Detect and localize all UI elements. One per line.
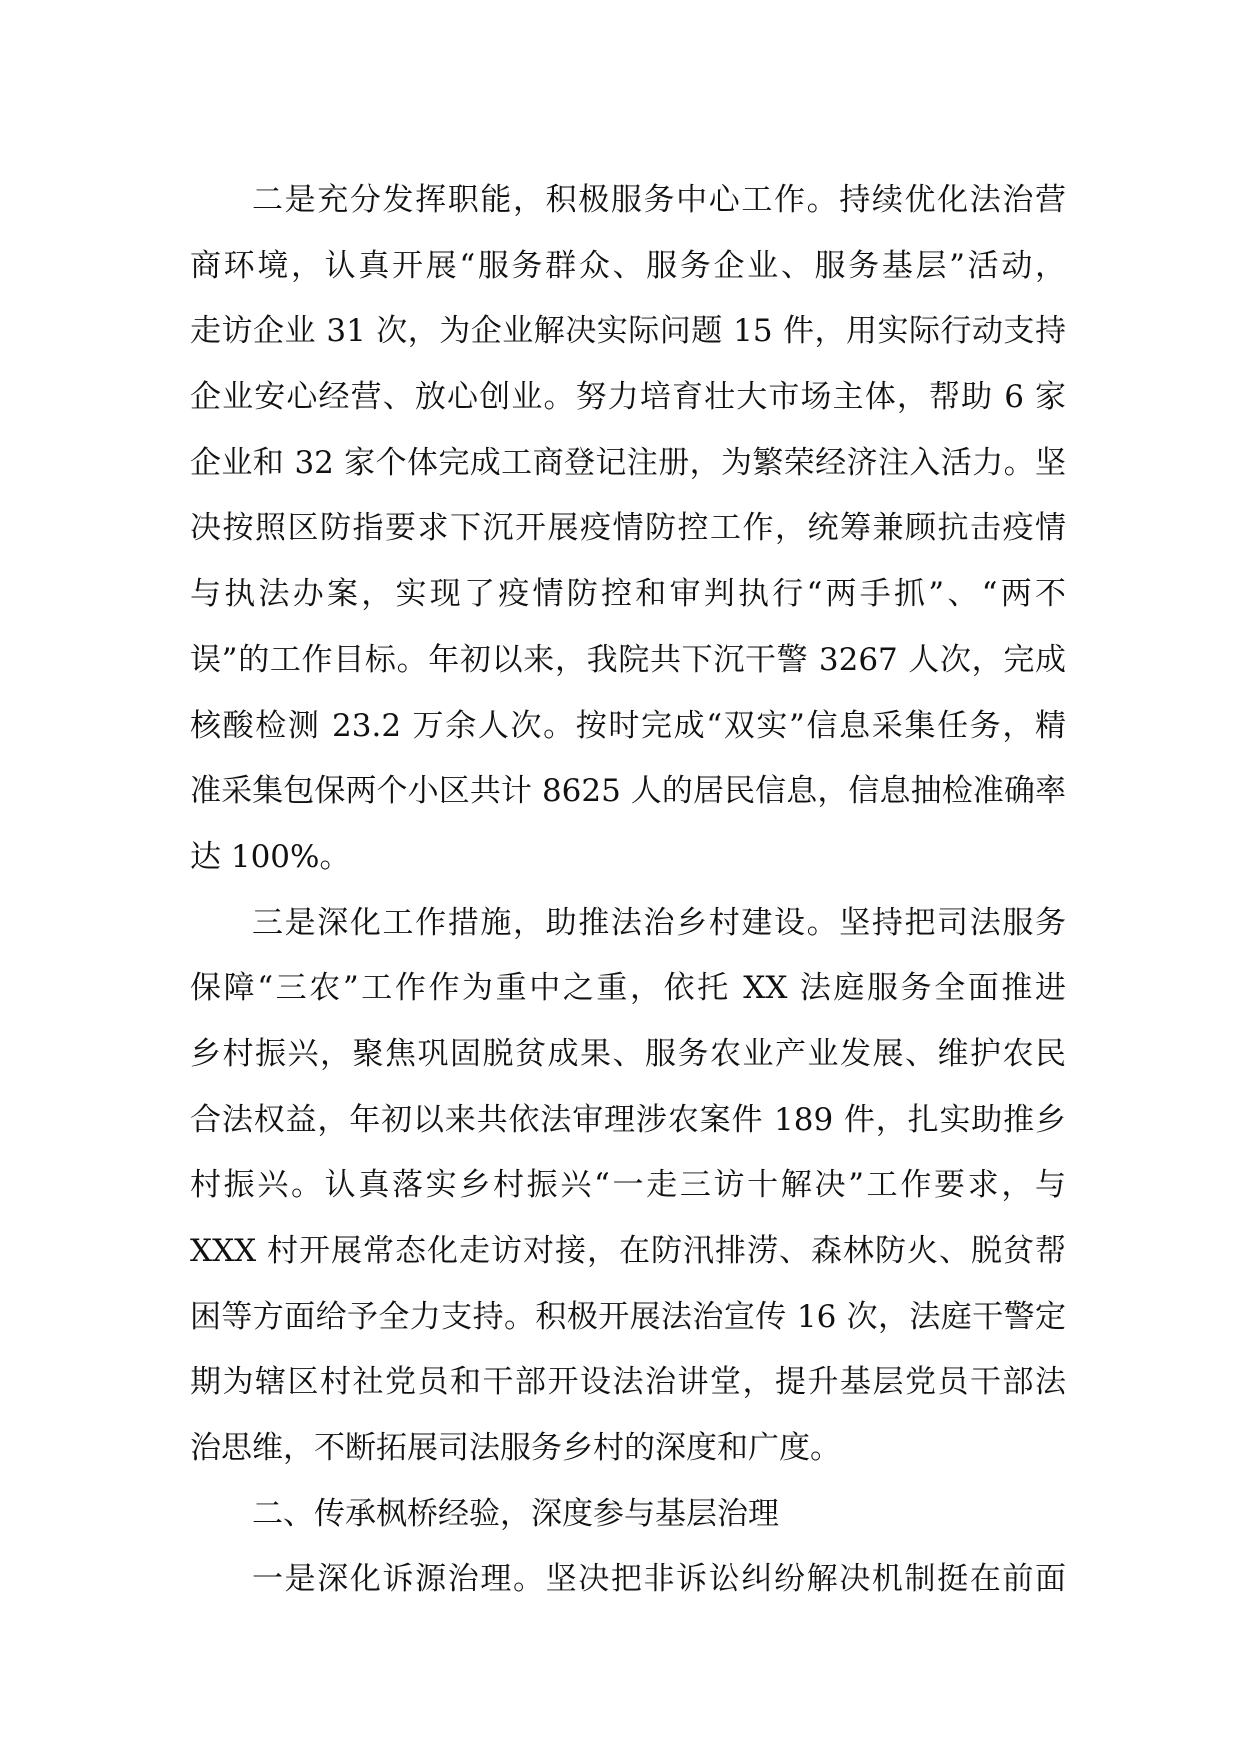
text-line: XXX 村开展常态化走访对接，在防汛排涝、森林防火、脱贫帮 xyxy=(190,1233,1066,1269)
text-line: 治思维，不断拓展司法服务乡村的深度和广度。 xyxy=(190,1430,841,1467)
text-line: 合法权益，年初以来共依法审理涉农案件 189 件，扎实助推乡 xyxy=(190,1101,1066,1138)
text-line: 达 100%。 xyxy=(190,838,351,875)
text-line: 商环境，认真开展“服务群众、服务企业、服务基层”活动， xyxy=(190,247,1066,284)
text-line: 一是深化诉源治理。坚决把非诉讼纠纷解决机制挺在前面 xyxy=(252,1561,1066,1598)
paragraph-litigation-source xyxy=(190,1547,1066,1613)
document-body xyxy=(190,168,1066,1613)
text-line: 三是深化工作措施，助推法治乡村建设。坚持把司法服务 xyxy=(252,904,1066,941)
heading-line: 二、传承枫桥经验，深度参与基层治理 xyxy=(252,1495,779,1532)
text-line: 与执法办案，实现了疫情防控和审判执行“两手抓”、“两不 xyxy=(190,576,1066,613)
text-line: 企业和 32 家个体完成工商登记注册，为繁荣经济注入活力。坚 xyxy=(190,444,1066,481)
text-line: 核酸检测 23.2 万余人次。按时完成“双实”信息采集任务，精 xyxy=(190,707,1066,744)
text-line: 决按照区防指要求下沉开展疫情防控工作，统筹兼顾抗击疫情 xyxy=(190,510,1066,547)
text-line: 期为辖区村社党员和干部开设法治讲堂，提升基层党员干部法 xyxy=(190,1364,1066,1401)
text-line: 困等方面给予全力支持。积极开展法治宣传 16 次，法庭干警定 xyxy=(190,1298,1066,1335)
paragraph-service-center xyxy=(190,168,1066,891)
text-line: 保障“三农”工作作为重中之重，依托 XX 法庭服务全面推进 xyxy=(190,970,1066,1007)
text-line: 村振兴。认真落实乡村振兴“一走三访十解决”工作要求，与 xyxy=(190,1167,1066,1204)
text-line: 企业安心经营、放心创业。努力培育壮大市场主体，帮助 6 家 xyxy=(190,379,1066,416)
text-line: 走访企业 31 次，为企业解决实际问题 15 件，用实际行动支持 xyxy=(190,313,1066,350)
text-line: 乡村振兴，聚焦巩固脱贫成果、服务农业产业发展、维护农民 xyxy=(190,1035,1066,1072)
text-line: 二是充分发挥职能，积极服务中心工作。持续优化法治营 xyxy=(252,182,1066,218)
paragraph-rural-law xyxy=(190,891,1066,1482)
section-heading xyxy=(190,1482,1066,1548)
text-line: 准采集包保两个小区共计 8625 人的居民信息，信息抽检准确率 xyxy=(190,773,1066,810)
text-line: 误”的工作目标。年初以来，我院共下沉干警 3267 人次，完成 xyxy=(190,641,1066,678)
